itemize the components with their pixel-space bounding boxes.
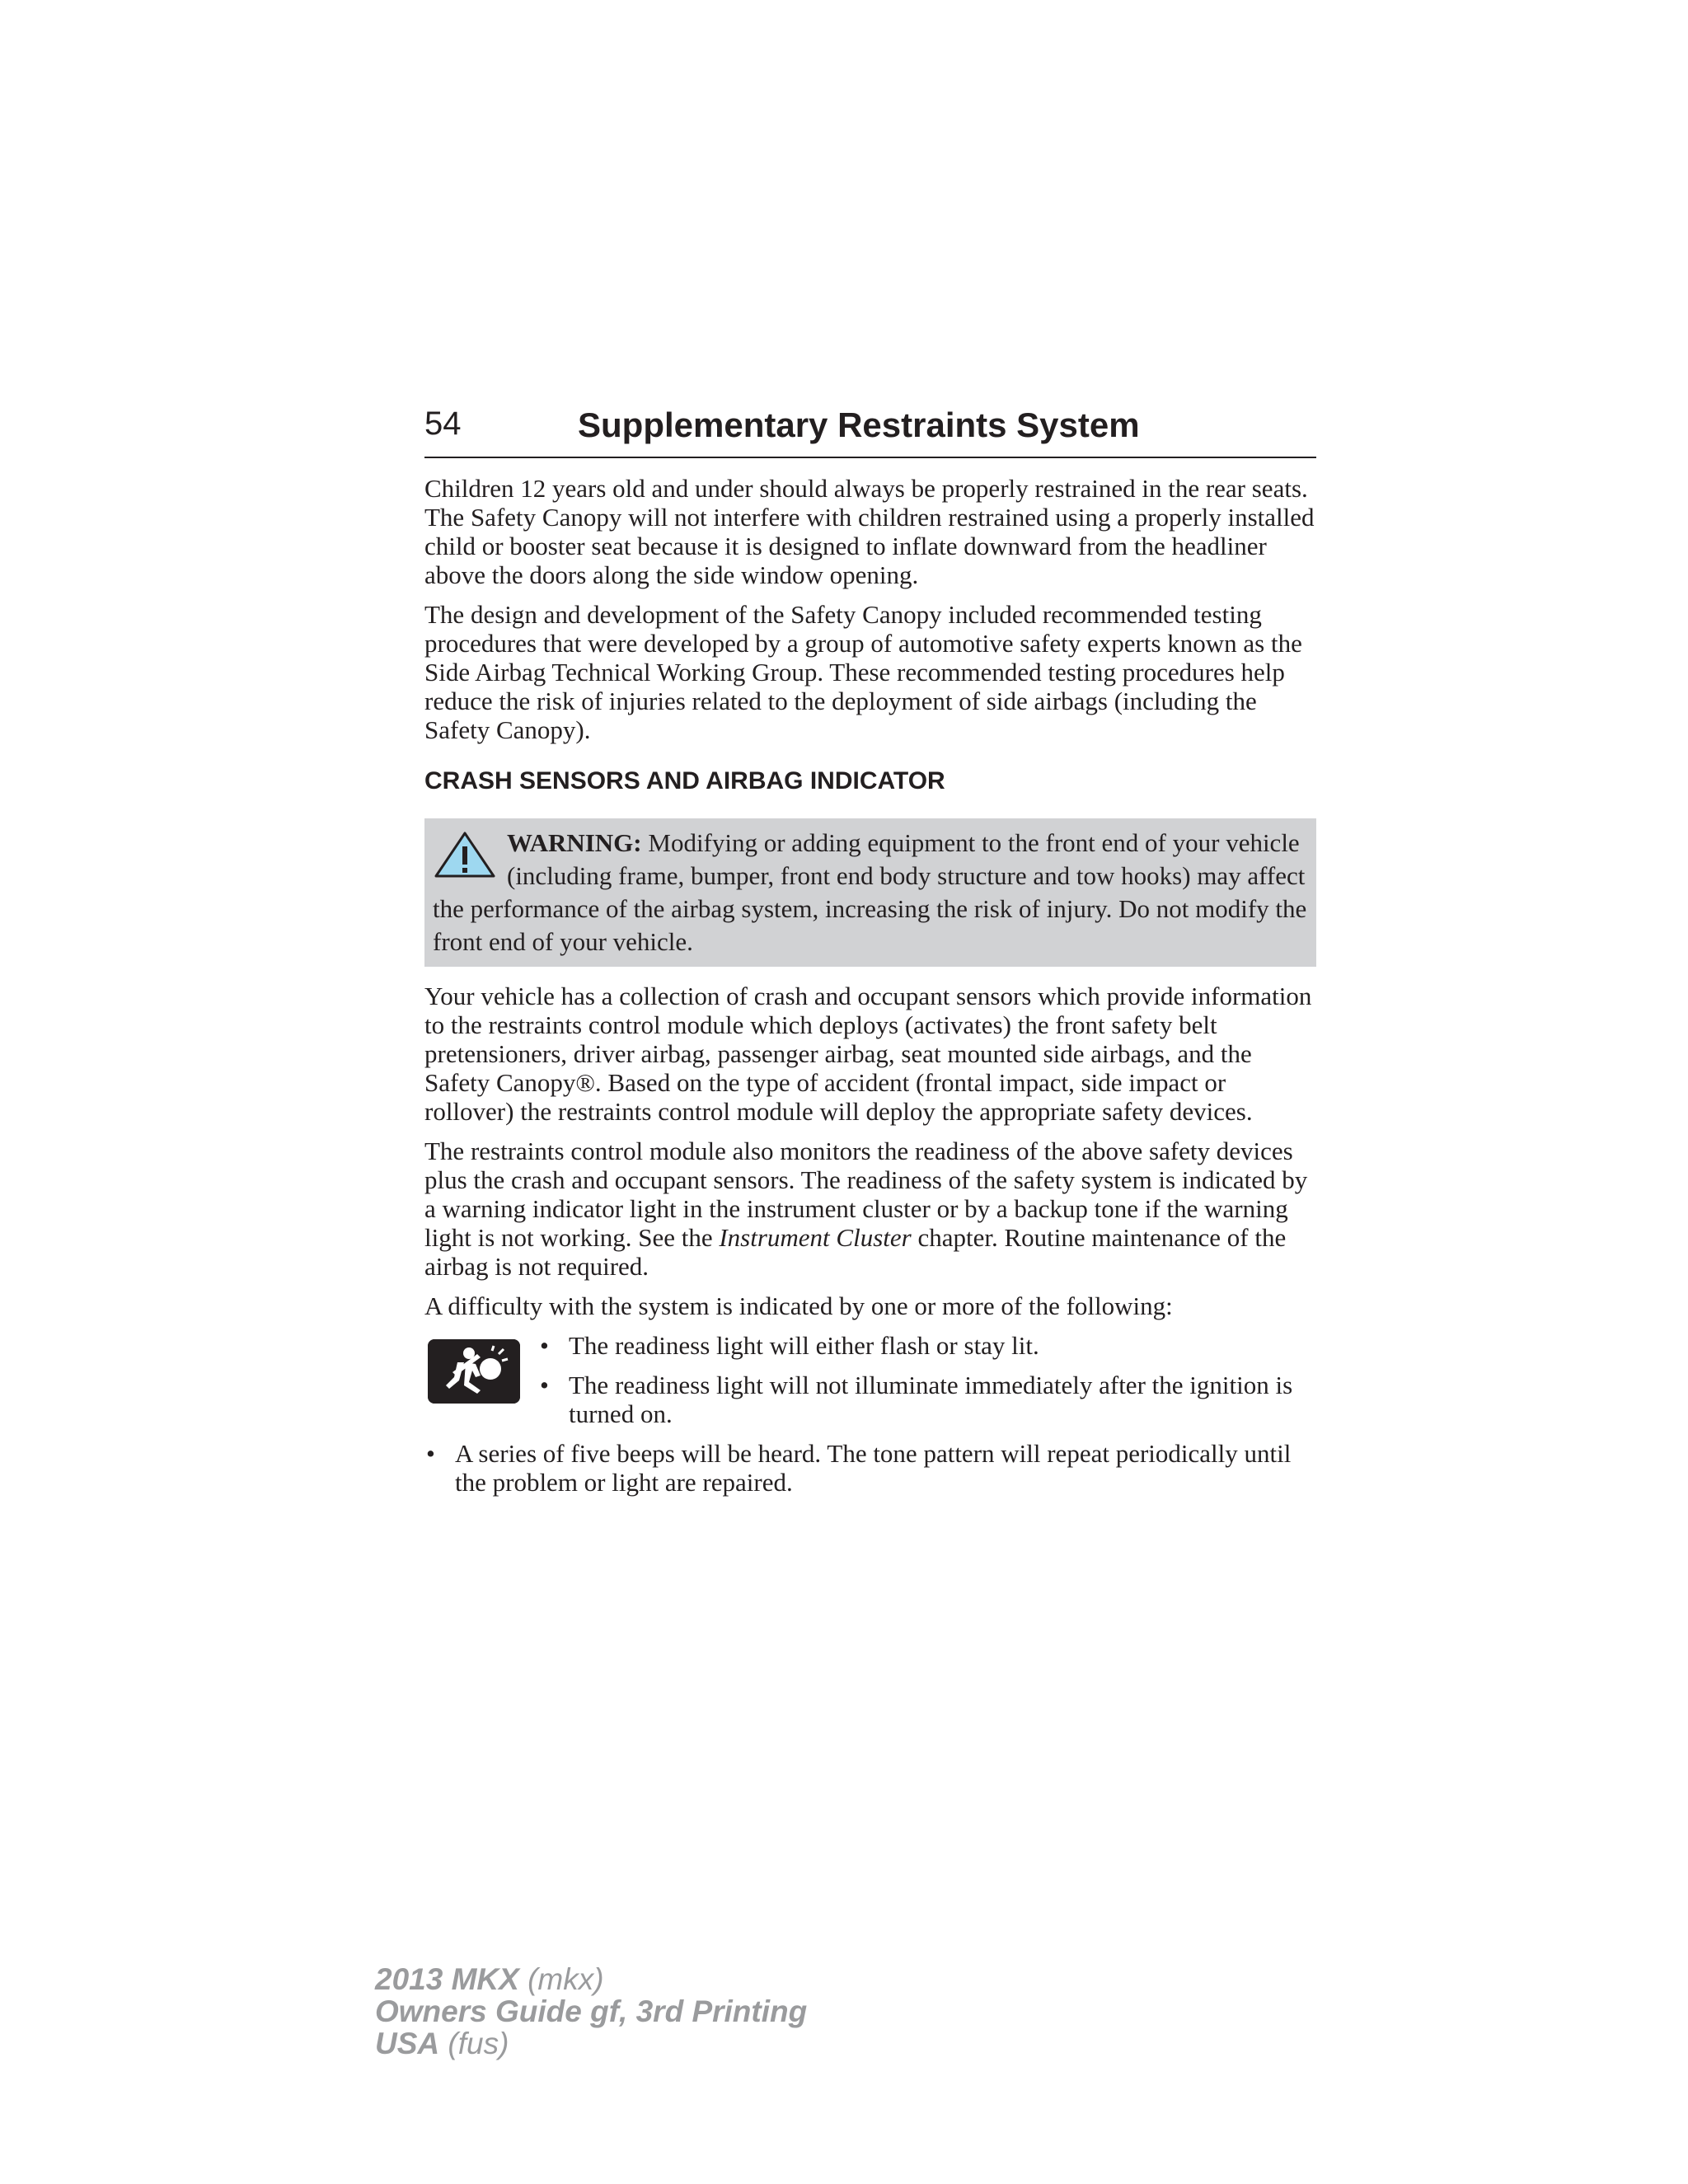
paragraph-children-restraint: Children 12 years old and under should always be properly restrained in the rear seats. The Safety Canopy will not interfere with children restrained using a properly installed child or booster seat because it is designed to inflate downward from the headliner above the doors along the side window opening. (424, 474, 1315, 589)
warning-text: Modifying or adding equipment to the front end of your vehicle (including frame, bumper, front end body structure and tow hooks) may affect the performance of the airbag system, increasing the risk of injury. Do not modify the front end of your vehicle. (433, 828, 1307, 956)
footer-region: USA (375, 2027, 440, 2060)
list-item (424, 1331, 1316, 1360)
list-item-text: The readiness light will either flash or stay lit. (569, 1331, 1039, 1360)
list-item-text: The readiness light will not illuminate immediately after the ignition is turned on. (569, 1371, 1293, 1428)
page-content (424, 474, 1316, 1507)
paragraph-safety-canopy-design: The design and development of the Safety Canopy included recommended testing procedures that were developed by a group of automotive safety experts known as the Side Airbag Technical Working Group. These recommended testing procedures help reduce the risk of injuries related to the deployment of side airbags (including the Safety Canopy). (424, 600, 1302, 744)
airbag-indicator-block (424, 1331, 1316, 1428)
page-footer (375, 1963, 807, 2060)
list-item (424, 1371, 1316, 1428)
warning-triangle-icon (433, 830, 497, 879)
paragraph-readiness-text-a: The restraints control module also monitors the readiness of the above safety devices plus the crash and occupant sensors. The readiness of the safety system is indicated by a warning indicator light in the instrument cluster or by a backup tone if the warning light is not working. See the (424, 1137, 1308, 1252)
paragraph-readiness-text-b: chapter. Routine maintenance of the airbag is not required. (424, 1223, 1287, 1281)
bullet-dot: • (426, 1439, 435, 1468)
footer-model-code: (mkx) (518, 1962, 604, 1996)
paragraph-sensors: Your vehicle has a collection of crash and occupant sensors which provide information to the restraints control module which deploys (activates) the front safety belt pretensioners, driver airbag, passenger airbag, seat mounted side airbags, and the Safety Canopy®. Based on the type of accident (frontal impact, side impact or rollover) the restraints control module will deploy the appropriate safety devices. (424, 982, 1312, 1126)
page-number: 54 (424, 405, 462, 442)
paragraph-difficulty: A difficulty with the system is indicated by one or more of the following: (424, 1291, 1173, 1320)
paragraph-readiness (424, 1137, 1316, 1281)
footer-model-line (375, 1963, 807, 1995)
warning-label: WARNING: (507, 828, 642, 857)
bullet-dot: • (540, 1331, 549, 1360)
subheading-crash-sensors: CRASH SENSORS AND AIRBAG INDICATOR (424, 767, 945, 794)
footer-guide-line: Owners Guide gf, 3rd Printing (375, 1994, 808, 2028)
list-item (424, 1439, 1316, 1497)
footer-region-line (375, 2027, 807, 2060)
warning-box (424, 818, 1316, 967)
page-header (424, 402, 1316, 458)
bullet-dot: • (540, 1371, 549, 1399)
beep-bullet-list (424, 1439, 1316, 1497)
footer-region-code: (fus) (439, 2027, 509, 2060)
list-item-text: A series of five beeps will be heard. The tone pattern will repeat periodically until the problem or light are repaired. (455, 1439, 1292, 1497)
instrument-cluster-reference: Instrument Cluster (719, 1223, 912, 1252)
section-title: Supplementary Restraints System (578, 405, 1140, 444)
indicator-bullet-list (424, 1331, 1316, 1428)
footer-model: 2013 MKX (375, 1962, 519, 1996)
